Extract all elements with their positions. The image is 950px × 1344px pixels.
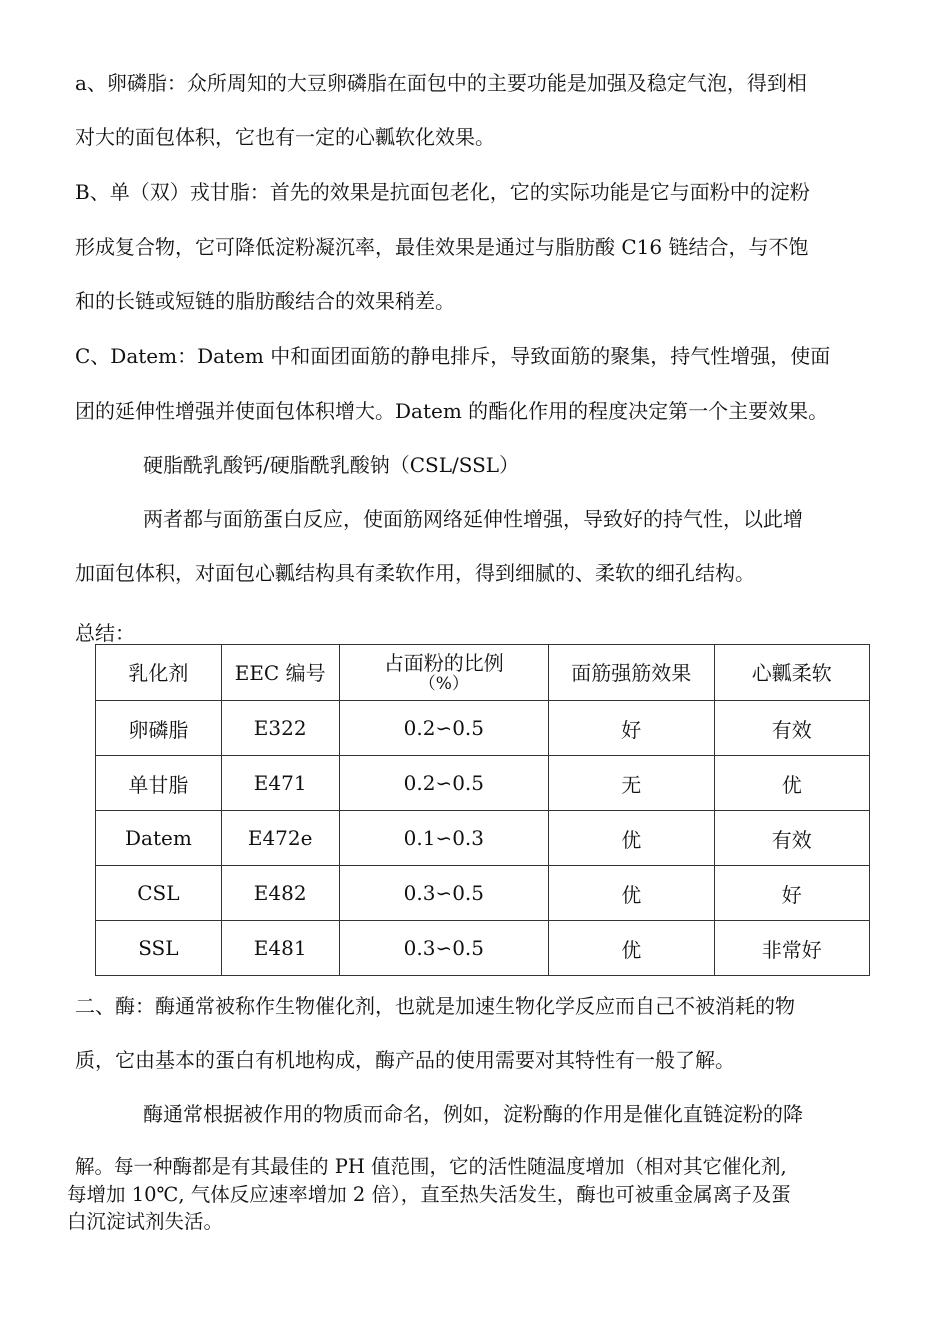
cell-ratio: 0.1∽0.3: [339, 811, 549, 866]
monoglyceride-paragraph-line-3: 和的长链或短链的脂肪酸结合的效果稍差。: [75, 289, 455, 313]
cell-gluten: 优: [549, 811, 714, 866]
cell-emulsifier: SSL: [96, 921, 222, 976]
table-row: [96, 701, 870, 756]
header-gluten-effect: 面筋强筋效果: [549, 645, 714, 701]
monoglyceride-paragraph-line-2: 形成复合物，它可降低淀粉凝沉率，最佳效果是通过与脂肪酸 C16 链结合，与不饱: [75, 235, 809, 259]
cell-crumb: 有效: [714, 701, 870, 756]
lecithin-paragraph-line-2: 对大的面包体积，它也有一定的心瓤软化效果。: [75, 125, 495, 149]
header-eec-number: EEC 编号: [221, 645, 339, 701]
cell-ratio: 0.2∽0.5: [339, 701, 549, 756]
emulsifier-summary-table: [95, 644, 870, 976]
cell-gluten: 无: [549, 756, 714, 811]
cell-crumb: 优: [714, 756, 870, 811]
cell-emulsifier: 卵磷脂: [96, 701, 222, 756]
cell-eec: E472e: [221, 811, 339, 866]
cell-crumb: 非常好: [714, 921, 870, 976]
cell-crumb: 好: [714, 866, 870, 921]
monoglyceride-paragraph-line-1: B、单（双）戎甘脂：首先的效果是抗面包老化，它的实际功能是它与面粉中的淀粉: [75, 180, 810, 204]
table-row: [96, 756, 870, 811]
header-crumb-softness: 心瓤柔软: [714, 645, 870, 701]
cell-crumb: 有效: [714, 811, 870, 866]
cell-gluten: 优: [549, 866, 714, 921]
cell-gluten: 优: [549, 921, 714, 976]
enzyme-paragraph-line-1: 二、酶：酶通常被称作生物催化剂，也就是加速生物化学反应而自己不被消耗的物: [75, 994, 795, 1018]
csl-ssl-heading: 硬脂酰乳酸钙/硬脂酰乳酸钠（CSL/SSL）: [143, 453, 520, 477]
cell-eec: E481: [221, 921, 339, 976]
header-emulsifier: 乳化剂: [96, 645, 222, 701]
cell-ratio: 0.3∽0.5: [339, 866, 549, 921]
summary-label: 总结：: [75, 621, 135, 645]
csl-ssl-paragraph-line-1: 两者都与面筋蛋白反应，使面筋网络延伸性增强，导致好的持气性，以此增: [143, 507, 803, 531]
enzyme-paragraph-line-6: 白沉淀试剂失活。: [67, 1210, 224, 1233]
datem-paragraph-line-1: C、Datem：Datem 中和面团面筋的静电排斥，导致面筋的聚集，持气性增强，使面: [75, 344, 831, 368]
table-row: [96, 811, 870, 866]
enzyme-paragraph-line-4: 解。每一种酶都是有其最佳的 PH 值范围，它的活性随温度增加（相对其它催化剂,: [75, 1155, 787, 1178]
datem-paragraph-line-2: 团的延伸性增强并使面包体积增大。Datem 的酯化作用的程度决定第一个主要效果。: [75, 399, 829, 423]
cell-emulsifier: Datem: [96, 811, 222, 866]
cell-gluten: 好: [549, 701, 714, 756]
cell-eec: E471: [221, 756, 339, 811]
cell-eec: E322: [221, 701, 339, 756]
table-header-row: [96, 645, 870, 701]
enzyme-paragraph-line-2: 质，它由基本的蛋白有机地构成，酶产品的使用需要对其特性有一般了解。: [75, 1048, 735, 1072]
table-row: [96, 921, 870, 976]
enzyme-paragraph-line-3: 酶通常根据被作用的物质而命名，例如，淀粉酶的作用是催化直链淀粉的降: [143, 1102, 803, 1126]
cell-ratio: 0.3∽0.5: [339, 921, 549, 976]
table-row: [96, 866, 870, 921]
cell-eec: E482: [221, 866, 339, 921]
enzyme-paragraph-line-5: 每增加 10℃, 气体反应速率增加 2 倍），直至热失活发生，酶也可被重金属离子及蛋: [67, 1183, 791, 1206]
header-flour-ratio-label: 占面粉的比例: [383, 650, 504, 675]
cell-emulsifier: 单甘脂: [96, 756, 222, 811]
lecithin-paragraph-line-1: a、卵磷脂：众所周知的大豆卵磷脂在面包中的主要功能是加强及稳定气泡，得到相: [75, 71, 807, 95]
header-flour-ratio: [339, 645, 549, 701]
cell-ratio: 0.2∽0.5: [339, 756, 549, 811]
cell-emulsifier: CSL: [96, 866, 222, 921]
header-flour-ratio-unit: （%）: [418, 673, 469, 694]
csl-ssl-paragraph-line-2: 加面包体积，对面包心瓤结构具有柔软作用，得到细腻的、柔软的细孔结构。: [75, 561, 755, 585]
